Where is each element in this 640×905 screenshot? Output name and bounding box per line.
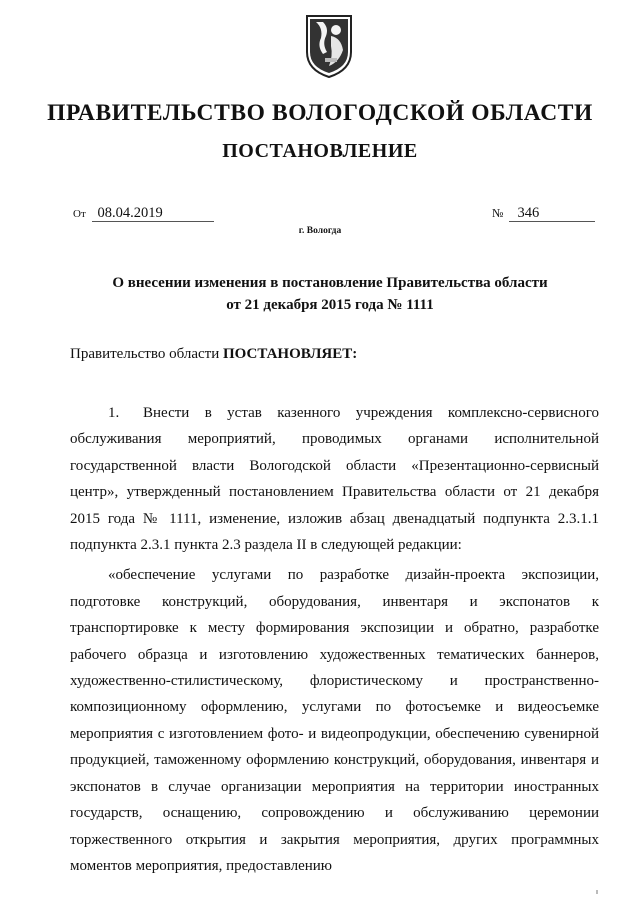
number-field <box>492 205 595 222</box>
document-body <box>70 400 599 879</box>
preamble <box>70 346 357 363</box>
date-field <box>73 205 214 222</box>
document-type: ПОСТАНОВЛЕНИЕ <box>222 140 418 162</box>
subject-line-2: от 21 декабря 2015 года № 1111 <box>226 297 434 313</box>
date-value: 08.04.2019 <box>92 205 214 222</box>
government-title: ПРАВИТЕЛЬСТВО ВОЛОГОДСКОЙ ОБЛАСТИ <box>47 100 593 126</box>
city-label: г. Вологда <box>298 226 342 236</box>
paragraph-quote: «обеспечение услугами по разработке дизайн-проекта экспозиции, подготовке конструкций, оборудования, инвентаря и экспонатов к транспортировке к месту формирования экспозиции и обратно, разработке рабочего образца и изготовлению художественных тематических баннеров, художественно-стилистическому, флористическому и пространственно-композиционному оформлению, услугами по фотосъемке и видеосъемке мероприятия с изготовлением фото- и видеопродукции, обеспечению сувенирной продукцией, таможенному оформлению конструкций, оборудования, инвентаря и экспонатов в случае организации мероприятия на территории иностранных государств, оснащению, сопровождению и обслуживанию церемонии торжественного открытия и закрытия мероприятия, других программных моментов мероприятия, предоставлению <box>70 567 599 874</box>
page-mark <box>596 890 598 894</box>
date-label: От <box>73 208 86 220</box>
preamble-text: Правительство области <box>70 346 223 362</box>
item-number: 1. <box>108 405 120 421</box>
preamble-emphasis: ПОСТАНОВЛЯЕТ: <box>222 346 358 362</box>
paragraph-item-1 <box>70 400 599 558</box>
number-value: 346 <box>509 205 595 222</box>
subject-line-1: О внесении изменения в постановление Правительства области <box>112 275 548 291</box>
document-subject <box>60 272 600 316</box>
vologda-coat-of-arms-icon <box>303 12 355 80</box>
item-text: Внести в устав казенного учреждения комплексно-сервисного обслуживания мероприятий, проводимых органами исполнительной государственной власти Вологодской области «Презентационно-сервисный центр», утвержденный постановлением Правительства области от 21 декабря 2015 года № 1111, изменение, изложив абзац двенадцатый подпункта 2.3.1.1 подпункта 2.3.1 пункта 2.3 раздела II в следующей редакции: <box>70 405 599 554</box>
number-label: № <box>492 206 504 220</box>
